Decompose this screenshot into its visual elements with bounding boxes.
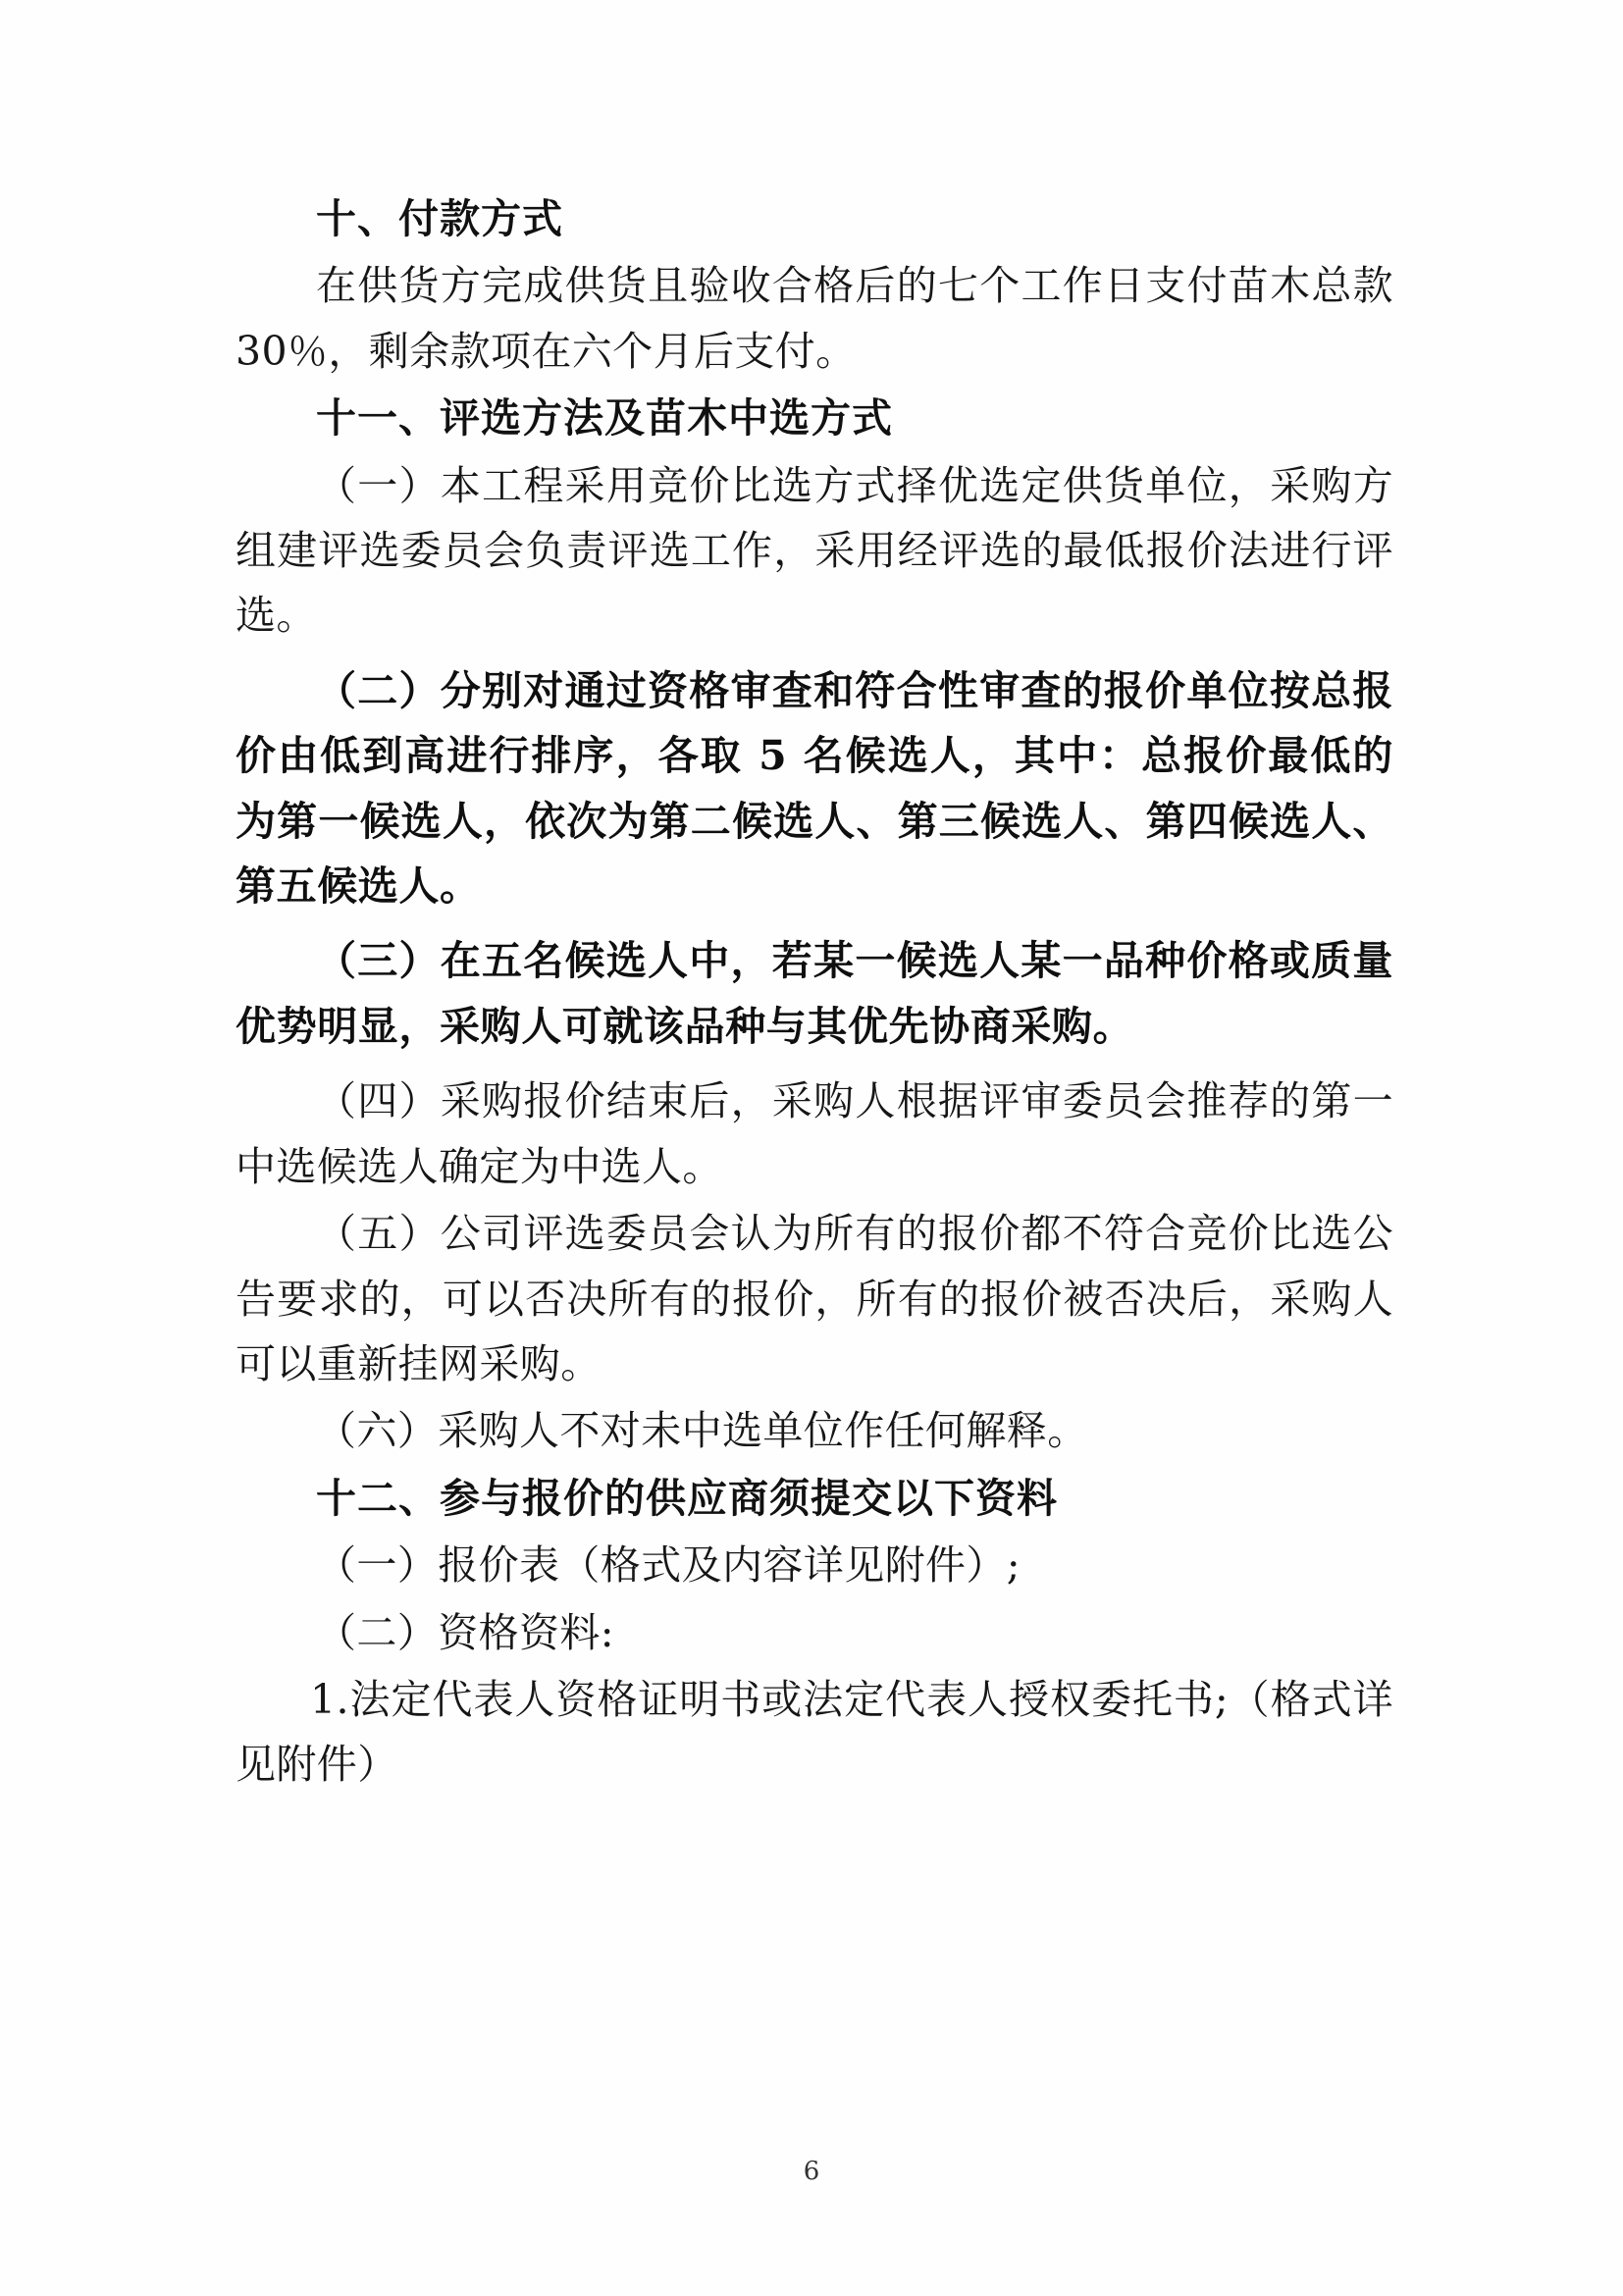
section-paragraph-selection-item-6: （六）采购人不对未中选单位作任何解释。 [316, 1407, 1088, 1455]
page-number: 6 [803, 2157, 820, 2186]
section-heading-selection-method: 十一、评选方法及苗木中选方式 [316, 394, 893, 443]
section-paragraph-selection-item-4: （四）采购报价结束后，采购人根据评审委员会推荐的第一中选候选人确定为中选人。 [236, 1077, 1393, 1190]
section-heading-required-documents: 十二、参与报价的供应商须提交以下资料 [316, 1474, 1058, 1522]
section-paragraph-payment-terms: 在供货方完成供货且验收合格后的七个工作日支付苗木总款 30％，剩余款项在六个月后支付。 [236, 262, 1393, 375]
section-paragraph-selection-item-1: （一）本工程采用竞价比选方式择优选定供货单位，采购方组建评选委员会负责评选工作，采用经评选的最低报价法进行评选。 [236, 461, 1393, 640]
section-paragraph-selection-item-5: （五）公司评选委员会认为所有的报价都不符合竞价比选公告要求的，可以否决所有的报价，所有的报价被否决后，采购人可以重新挂网采购。 [236, 1210, 1393, 1387]
document-body [236, 186, 1393, 1798]
section-paragraph-documents-item-2: （二）资格资料: [316, 1608, 615, 1656]
section-paragraph-selection-item-2: （二）分别对通过资格审查和符合性审查的报价单位按总报价由低到高进行排序，各取 5 名候选人，其中：总报价最低的为第一候选人，依次为第二候选人、第三候选人、第四候选人、第五候选人。 [236, 666, 1393, 911]
section-heading-payment-method: 十、付款方式 [316, 195, 563, 242]
section-paragraph-documents-item-1: （一）报价表（格式及内容详见附件）; [316, 1541, 1021, 1590]
section-paragraph-selection-item-3: （三）在五名候选人中，若某一候选人某一品种价格或质量优势明显，采购人可就该品种与其优先协商采购。 [236, 937, 1393, 1050]
section-paragraph-documents-item-2-1: 1.法定代表人资格证明书或法定代表人授权委托书;（格式详见附件） [236, 1675, 1393, 1789]
